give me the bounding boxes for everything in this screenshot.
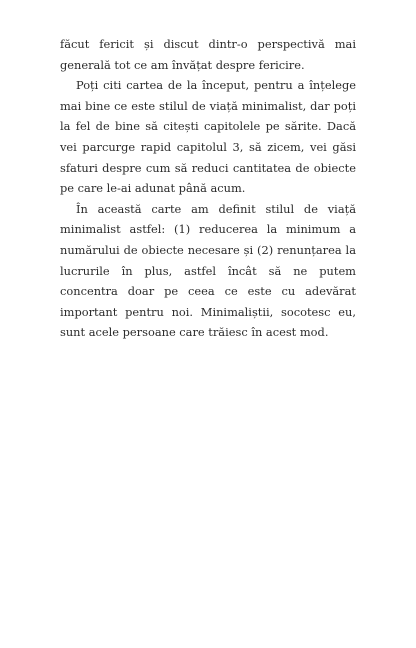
paragraph-reading-guide: Poți citi cartea de la început, pentru a înțelege mai bine ce este stilul de viață minimalist, dar poți la fel de bine să citești capitolele pe sărite. Dacă vei parcurge rapid capitolul 3, să zicem, vei găsi sfaturi despre cum să reduci cantitatea de obiecte pe care le-ai adunat până acum. [60, 78, 356, 196]
page-body-text [60, 34, 356, 343]
paragraph-continuation: făcut fericit și discut dintr-o perspectivă mai generală tot ce am învățat despre fericire. [60, 37, 356, 72]
paragraph-minimalism-definition: În această carte am definit stilul de viață minimalist astfel: (1) reducerea la minimum a numărului de obiecte necesare și (2) renunțarea la lucrurile în plus, astfel încât să ne putem concentra doar pe ceea ce este cu adevărat important pentru noi. Minimaliștii, socotesc eu, sunt acele persoane care trăiesc în acest mod. [60, 201, 356, 340]
